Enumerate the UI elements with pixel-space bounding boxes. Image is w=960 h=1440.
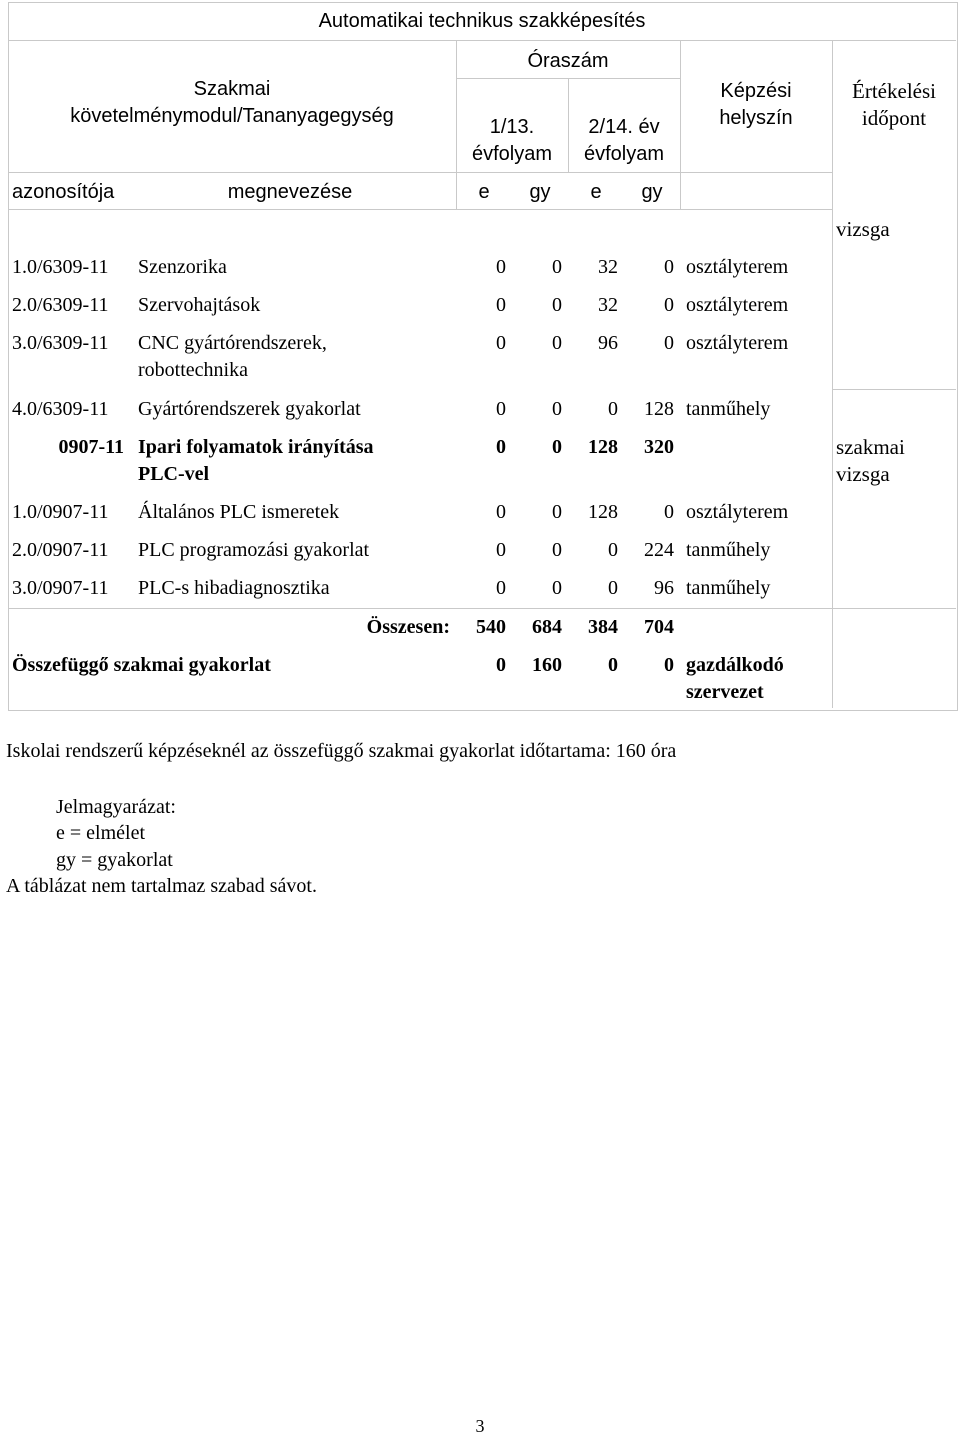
- header-year1-line2: évfolyam: [471, 143, 553, 165]
- row-name: PLC-s hibadiagnosztika: [138, 577, 330, 599]
- total-label: Összesen:: [366, 616, 450, 638]
- row-id: 3.0/6309-11: [12, 332, 109, 354]
- row-place: osztályterem: [686, 501, 789, 523]
- row-gy1: 0: [552, 332, 562, 354]
- row-e1: 0: [496, 577, 506, 599]
- row-e2: 32: [598, 294, 618, 316]
- row-place: osztályterem: [686, 332, 789, 354]
- row-place: tanműhely: [686, 577, 771, 599]
- row-gy2: 128: [644, 398, 674, 420]
- total-gy2: 704: [644, 616, 674, 638]
- subheader-name: megnevezése: [227, 181, 353, 203]
- practice-label: Összefüggő szakmai gyakorlat: [12, 654, 271, 676]
- table-title: Automatikai technikus szakképesítés: [318, 10, 646, 32]
- row-gy2: 96: [654, 577, 674, 599]
- row-e1: 0: [496, 256, 506, 278]
- practice-gy2: 0: [664, 654, 674, 676]
- practice-duration-note: Iskolai rendszerű képzéseknél az összefüggő szakmai gyakorlat időtartama: 160 óra: [6, 740, 677, 762]
- row-gy1: 0: [552, 256, 562, 278]
- row-e2: 32: [598, 256, 618, 278]
- practice-place-line1: gazdálkodó: [686, 654, 784, 676]
- row-id: 1.0/6309-11: [12, 256, 109, 278]
- row-name: Gyártórendszerek gyakorlat: [138, 398, 361, 420]
- row-name: Szervohajtások: [138, 294, 261, 316]
- practice-gy1: 160: [532, 654, 562, 676]
- header-module-line2: követelménymodul/Tananyagegység: [70, 105, 394, 127]
- row-name: Általános PLC ismeretek: [138, 501, 340, 523]
- row-place: osztályterem: [686, 256, 789, 278]
- subheader-e2: e: [590, 181, 602, 203]
- row-e2: 0: [608, 398, 618, 420]
- row-e1: 0: [496, 501, 506, 523]
- row-e2: 0: [608, 539, 618, 561]
- total-gy1: 684: [532, 616, 562, 638]
- row-id: 2.0/0907-11: [12, 539, 109, 561]
- row-gy2: 320: [644, 436, 674, 458]
- row-gy1: 0: [552, 539, 562, 561]
- subheader-id: azonosítója: [12, 181, 115, 203]
- row-e2: 128: [588, 501, 618, 523]
- header-year2-line2: évfolyam: [583, 143, 665, 165]
- header-place-line2: helyszín: [719, 107, 793, 129]
- header-year1-line1: 1/13.: [489, 116, 535, 138]
- row-e2: 96: [598, 332, 618, 354]
- practice-e1: 0: [496, 654, 506, 676]
- row-e1: 0: [496, 539, 506, 561]
- header-year2-line1: 2/14. év: [588, 116, 660, 138]
- subheader-gy1: gy: [529, 181, 551, 203]
- grid-line: [832, 40, 833, 708]
- row-gy2: 0: [664, 332, 674, 354]
- subheader-e1: e: [478, 181, 490, 203]
- grid-line: [832, 389, 956, 390]
- row-gy2: 224: [644, 539, 674, 561]
- row-id: 3.0/0907-11: [12, 577, 109, 599]
- row-name: Szenzorika: [138, 256, 227, 278]
- row-place: tanműhely: [686, 398, 771, 420]
- header-module-line1: Szakmai: [193, 78, 271, 100]
- row-e2: 128: [588, 436, 618, 458]
- grid-line: [8, 40, 956, 41]
- practice-e2: 0: [608, 654, 618, 676]
- row-gy1: 0: [552, 436, 562, 458]
- row-e2: 0: [608, 577, 618, 599]
- row-e1: 0: [496, 436, 506, 458]
- row-e1: 0: [496, 332, 506, 354]
- row-name: Ipari folyamatok irányítása: [138, 436, 374, 458]
- row-gy2: 0: [664, 501, 674, 523]
- row-id: 2.0/6309-11: [12, 294, 109, 316]
- row-gy1: 0: [552, 294, 562, 316]
- row-gy1: 0: [552, 398, 562, 420]
- row-id: 1.0/0907-11: [12, 501, 109, 523]
- legend-e: e = elmélet: [56, 822, 146, 844]
- grid-line: [8, 172, 832, 173]
- eval-professional-exam-line2: vizsga: [836, 462, 890, 486]
- header-hours: Óraszám: [527, 50, 609, 72]
- legend-gy: gy = gyakorlat: [56, 849, 173, 871]
- header-eval-line2: időpont: [861, 106, 927, 130]
- row-e1: 0: [496, 398, 506, 420]
- row-id: 4.0/6309-11: [12, 398, 109, 420]
- subheader-gy2: gy: [641, 181, 663, 203]
- total-e1: 540: [476, 616, 506, 638]
- row-place: tanműhely: [686, 539, 771, 561]
- eval-exam: vizsga: [836, 217, 890, 241]
- row-name-line2: robottechnika: [138, 359, 248, 381]
- grid-line: [8, 209, 832, 210]
- page-number: 3: [475, 1416, 485, 1436]
- row-place: osztályterem: [686, 294, 789, 316]
- row-id: 0907-11: [58, 436, 124, 458]
- header-place-line1: Képzési: [720, 80, 792, 102]
- total-e2: 384: [588, 616, 618, 638]
- row-name: CNC gyártórendszerek,: [138, 332, 327, 354]
- header-eval-line1: Értékelési: [852, 79, 936, 103]
- row-e1: 0: [496, 294, 506, 316]
- row-gy1: 0: [552, 577, 562, 599]
- practice-place-line2: szervezet: [686, 681, 764, 703]
- row-name: PLC programozási gyakorlat: [138, 539, 370, 561]
- legend-title: Jelmagyarázat:: [56, 796, 176, 818]
- free-hours-note: A táblázat nem tartalmaz szabad sávot.: [6, 875, 317, 897]
- row-gy1: 0: [552, 501, 562, 523]
- row-gy2: 0: [664, 294, 674, 316]
- grid-line: [8, 608, 956, 609]
- eval-professional-exam-line1: szakmai: [836, 435, 905, 459]
- row-gy2: 0: [664, 256, 674, 278]
- row-name-line2: PLC-vel: [138, 463, 210, 485]
